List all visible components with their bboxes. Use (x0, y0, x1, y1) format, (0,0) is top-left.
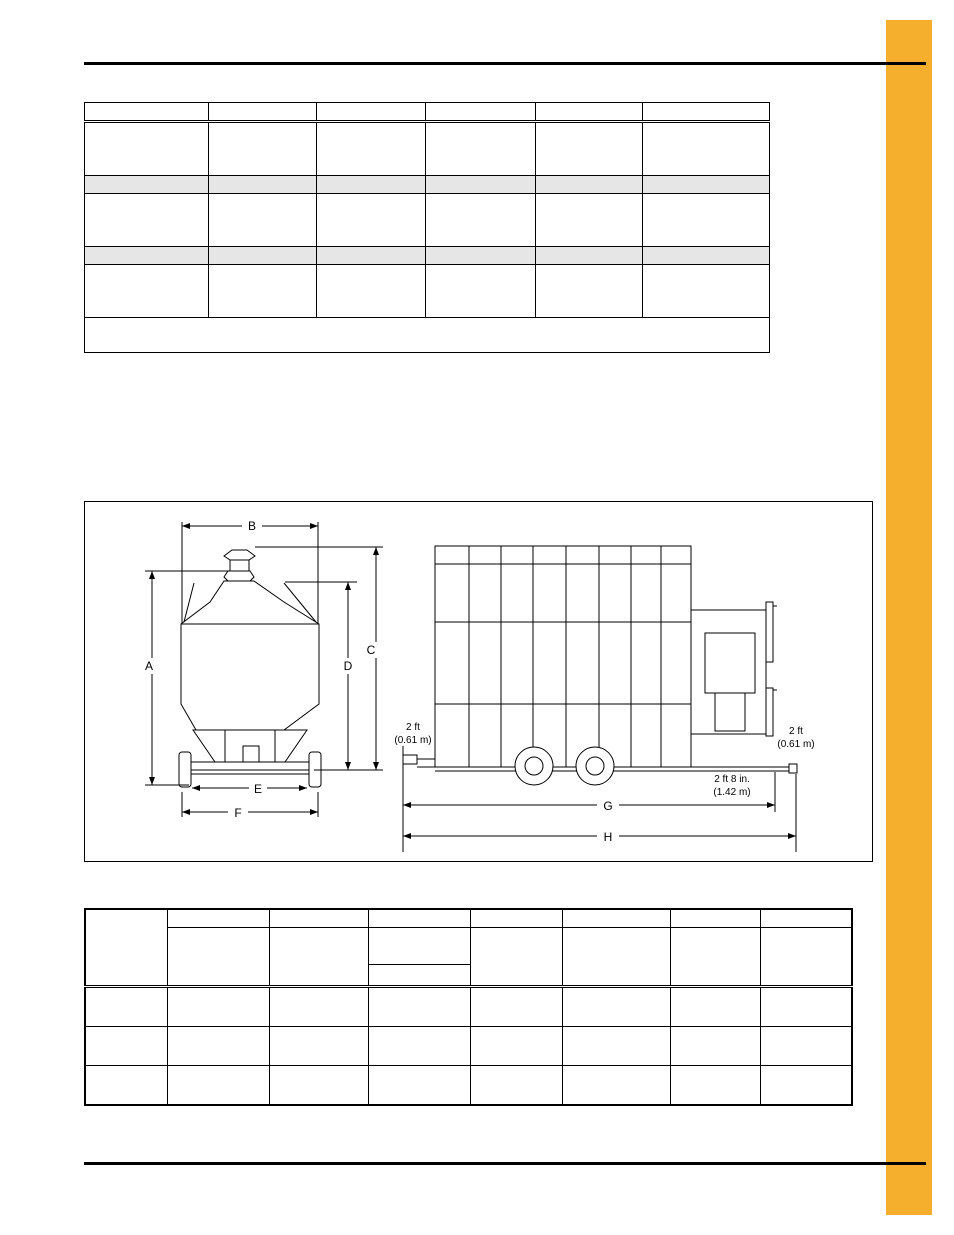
dimensions-figure (84, 501, 873, 862)
label-c: C (366, 643, 376, 657)
right-dim-ft: 2 ft (789, 726, 803, 737)
header-rule (84, 62, 926, 65)
dryer-dimensions-drawing (85, 502, 874, 863)
table-row-shaded (85, 176, 770, 194)
table-row (85, 1027, 852, 1066)
table-row (85, 1066, 852, 1106)
table-note-row (85, 318, 770, 353)
label-f: F (234, 806, 242, 820)
table-header-row (85, 928, 852, 965)
rear-dim-m: (1.42 m) (713, 787, 751, 798)
label-h: H (603, 830, 613, 844)
specifications-table (84, 102, 770, 353)
left-dim-ft: 2 ft (406, 722, 420, 733)
footer-rule (84, 1162, 926, 1165)
table-row-shaded (85, 247, 770, 265)
right-dim-m: (0.61 m) (777, 739, 815, 750)
label-a: A (144, 659, 154, 673)
label-b: B (247, 519, 257, 533)
table-header-row (85, 103, 770, 122)
dimensions-table (84, 908, 853, 1106)
dryer-front-view (179, 550, 321, 787)
label-d: D (343, 659, 353, 673)
table-row (85, 122, 770, 176)
side-tab (886, 20, 932, 1215)
label-e: E (253, 782, 263, 796)
table-row (85, 987, 852, 1027)
left-dim-m: (0.61 m) (394, 735, 432, 746)
table-header-row (85, 909, 852, 928)
table-row (85, 265, 770, 318)
table-row (85, 194, 770, 247)
label-g: G (603, 799, 613, 813)
rear-dim-ft: 2 ft 8 in. (714, 774, 750, 785)
dryer-side-view (403, 546, 797, 785)
